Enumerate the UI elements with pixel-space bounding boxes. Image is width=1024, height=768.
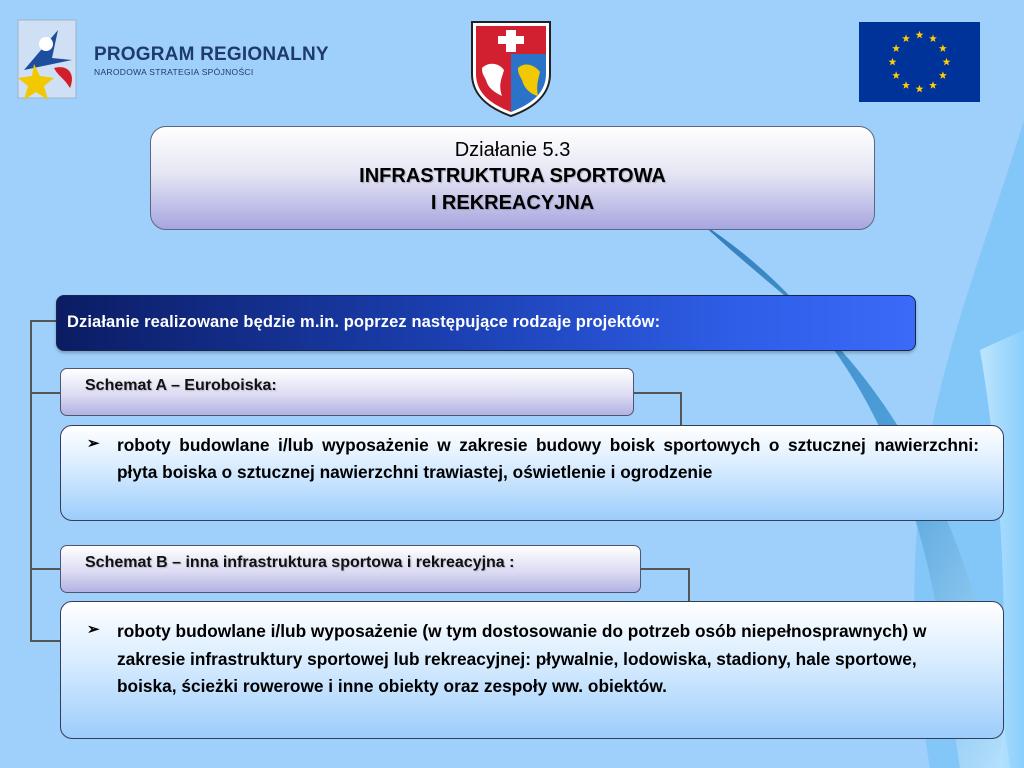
eu-star-icon: [929, 34, 937, 42]
eu-star-icon: [889, 58, 897, 66]
schema-a-text: roboty budowlane i/lub wyposażenie w zakresie budowy boisk sportowych o sztucznej nawierzchni: płyta boiska o sztucznej nawierzchni trawiastej, oświetlenie i ogrodzenie: [117, 435, 979, 482]
connector-schema-b-right: [640, 568, 689, 570]
schema-b-label-box: [60, 545, 641, 593]
connector-schema-a-down: [680, 392, 682, 426]
eu-star-icon: [892, 71, 900, 79]
schema-a-bullet-item: [87, 432, 979, 486]
intro-bar: [56, 295, 916, 351]
action-title-line-1: INFRASTRUKTURA SPORTOWA: [359, 165, 666, 187]
program-logo-subtitle: NARODOWA STRATEGIA SPÓJNOŚCI: [94, 67, 254, 77]
schema-b-label: Schemat B – inna infrastruktura sportowa i rekreacyjna :: [85, 554, 515, 571]
arrow-bullet-icon: ➢: [87, 435, 100, 452]
connector-vertical: [30, 320, 32, 641]
program-regionalny-star-logo-icon: [14, 14, 84, 104]
european-union-flag: [859, 22, 980, 102]
schema-b-text: roboty budowlane i/lub wyposażenie (w tym dostosowanie do potrzeb osób niepełnosprawnych) w zakresie infrastruktury sportowej lub rekreacyjnej: pływalnie, lodowiska, stadiony, hale sportowe, boiska, ścieżki rowerowe i inne obiekty oraz zespoły ww. obiektów.: [117, 621, 927, 696]
intro-text: Działanie realizowane będzie m.in. poprzez następujące rodzaje projektów:: [67, 313, 661, 331]
action-number: Działanie 5.3: [454, 139, 571, 161]
eu-star-icon: [902, 34, 910, 42]
action-title-line-2: I REKREACYJNA: [430, 192, 595, 214]
program-regionalny-logo: [14, 14, 344, 104]
connector-schema-b-down: [688, 568, 690, 602]
eu-star-icon: [943, 58, 951, 66]
program-logo-text: [94, 44, 329, 78]
podkarpackie-coat-of-arms-icon: [468, 18, 554, 118]
connector-content-b: [30, 640, 61, 642]
eu-star-icon: [939, 44, 947, 52]
eu-star-icon: [892, 44, 900, 52]
connector-schema-a-right: [633, 392, 681, 394]
eu-star-icon: [929, 81, 937, 89]
connector-schema-a: [30, 392, 61, 394]
eu-stars-icon: [859, 22, 980, 102]
program-logo-title: PROGRAM REGIONALNY: [94, 44, 329, 65]
eu-star-icon: [916, 31, 924, 39]
action-title-box: [150, 126, 875, 230]
schema-a-content-box: [60, 425, 1004, 521]
eu-star-icon: [916, 85, 924, 93]
schema-b-bullet-item: [87, 618, 967, 701]
schema-b-content-box: [60, 601, 1004, 739]
arrow-bullet-icon: ➢: [87, 621, 100, 638]
eu-star-icon: [902, 81, 910, 89]
schema-a-label: Schemat A – Euroboiska:: [85, 377, 277, 394]
schema-a-label-box: [60, 368, 634, 416]
eu-star-icon: [939, 71, 947, 79]
connector-schema-b: [30, 568, 61, 570]
connector-intro: [30, 320, 57, 322]
